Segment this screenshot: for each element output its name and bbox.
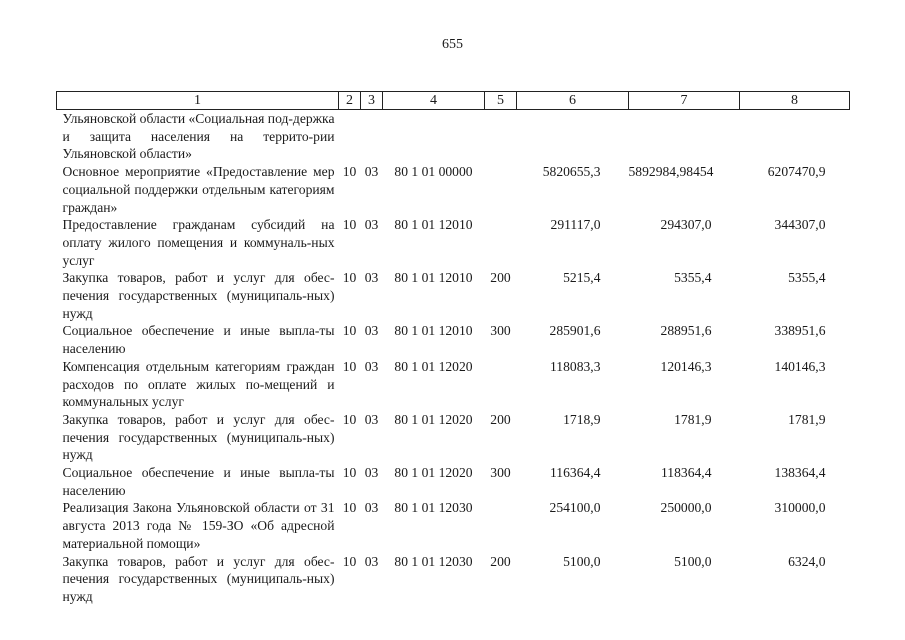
table-row xyxy=(57,358,850,411)
table-row xyxy=(57,499,850,552)
amount-col6: 116364,4 xyxy=(550,465,601,481)
page-number: 655 xyxy=(442,37,463,52)
amount-col6: 291117,0 xyxy=(550,217,601,233)
expense-type-code xyxy=(485,358,517,411)
amount-col8: 310000,0 xyxy=(774,500,826,516)
target-article-code: 80 1 01 12020 xyxy=(394,411,473,427)
expense-type-code xyxy=(485,110,517,164)
subsection-code: 03 xyxy=(364,500,379,516)
amount-col8: 344307,0 xyxy=(774,217,826,233)
target-article-code: 80 1 01 12020 xyxy=(394,358,473,374)
target-article-code: 80 1 01 12010 xyxy=(394,217,473,233)
subsection-code: 03 xyxy=(364,164,379,180)
row-name: Закупка товаров, работ и услуг для обес-печения государственных (муниципаль-ных) нужд xyxy=(62,270,335,321)
table-row xyxy=(57,464,850,499)
amount-col8: 6207470,9 xyxy=(767,164,826,180)
section-code: 10 xyxy=(342,164,357,180)
amount-col8: 6324,0 xyxy=(788,553,826,569)
section-code xyxy=(339,110,361,164)
row-name: Социальное обеспечение и иные выпла-ты населению xyxy=(62,465,335,498)
column-header: 1 xyxy=(57,92,339,110)
amount-col8: 138364,4 xyxy=(774,465,826,481)
section-code: 10 xyxy=(342,323,357,339)
amount-col7: 5100,0 xyxy=(674,553,712,569)
expense-type-code: 300 xyxy=(490,465,511,481)
table-row xyxy=(57,216,850,269)
row-name: Закупка товаров, работ и услуг для обес-печения государственных (муниципаль-ных) нужд xyxy=(62,411,335,463)
subsection-code: 03 xyxy=(364,270,379,286)
row-name: Компенсация отдельным категориям граждан расходов по оплате жилых по-мещений и коммунальных услуг xyxy=(62,358,335,410)
amount-col8 xyxy=(740,110,850,164)
subsection-code: 03 xyxy=(364,465,379,481)
column-header: 3 xyxy=(361,92,383,110)
target-article-code: 80 1 01 00000 xyxy=(394,164,473,180)
section-code: 10 xyxy=(342,217,357,233)
row-name: Предоставление гражданам субсидий на оплату жилого помещения и коммуналь-ных услуг xyxy=(62,217,335,268)
amount-col8: 140146,3 xyxy=(774,358,826,374)
section-code: 10 xyxy=(342,553,357,569)
expense-type-code: 300 xyxy=(490,323,511,339)
column-header: 5 xyxy=(485,92,517,110)
section-code: 10 xyxy=(342,270,357,286)
table-row xyxy=(57,110,850,164)
amount-col7: 118364,4 xyxy=(661,465,712,481)
expense-type-code xyxy=(485,163,517,216)
amount-col6: 5100,0 xyxy=(563,553,601,569)
amount-col6: 5215,4 xyxy=(563,270,601,286)
subsection-code xyxy=(361,110,383,164)
row-name: Социальное обеспечение и иные выпла-ты населению xyxy=(62,323,335,357)
column-header: 4 xyxy=(383,92,485,110)
expense-type-code: 200 xyxy=(490,411,511,427)
amount-col7: 120146,3 xyxy=(660,358,712,374)
subsection-code: 03 xyxy=(364,358,379,374)
section-code: 10 xyxy=(342,358,357,374)
row-name: Основное мероприятие «Предоставление мер социальной поддержки отдельным категориям граждан» xyxy=(62,164,335,215)
target-article-code: 80 1 01 12020 xyxy=(394,465,473,481)
amount-col8: 5355,4 xyxy=(788,270,826,286)
target-article-code: 80 1 01 12030 xyxy=(394,553,473,569)
amount-col7: 250000,0 xyxy=(660,500,712,516)
column-header: 6 xyxy=(517,92,629,110)
section-code: 10 xyxy=(342,500,357,516)
amount-col6: 5820655,3 xyxy=(542,164,601,180)
subsection-code: 03 xyxy=(364,553,379,569)
column-header: 8 xyxy=(740,92,850,110)
row-name: Ульяновской области «Социальная под-держка и защита населения на террито-рии Ульяновской области» xyxy=(62,111,335,162)
column-header: 2 xyxy=(339,92,361,110)
table-row xyxy=(57,322,850,357)
amount-col6: 254100,0 xyxy=(549,500,601,516)
target-article-code: 80 1 01 12030 xyxy=(394,500,473,516)
amount-col6: 1718,9 xyxy=(563,411,601,427)
column-header: 7 xyxy=(629,92,740,110)
target-article-code: 80 1 01 12010 xyxy=(394,323,473,339)
amount-col7: 5355,4 xyxy=(674,270,712,286)
expense-type-code: 200 xyxy=(490,270,511,286)
amount-col6 xyxy=(517,110,629,164)
amount-col7: 1781,9 xyxy=(674,411,712,427)
subsection-code: 03 xyxy=(364,217,379,233)
amount-col6: 285901,6 xyxy=(549,323,601,339)
amount-col8: 338951,6 xyxy=(774,323,826,339)
subsection-code: 03 xyxy=(364,411,379,427)
section-code: 10 xyxy=(342,411,357,427)
amount-col7: 288951,6 xyxy=(660,323,712,339)
amount-col7: 294307,0 xyxy=(660,217,712,233)
table-header-row xyxy=(57,92,850,110)
amount-col8: 1781,9 xyxy=(788,411,826,427)
row-name: Реализация Закона Ульяновской области от 31 августа 2013 года № 159-ЗО «Об адресной материальной помощи» xyxy=(62,500,335,551)
expense-type-code: 200 xyxy=(490,553,511,569)
row-name: Закупка товаров, работ и услуг для обес-печения государственных (муниципаль-ных) нужд xyxy=(62,553,335,604)
table-row xyxy=(57,269,850,322)
section-code: 10 xyxy=(342,465,357,481)
amount-col7: 5892984,98454 xyxy=(628,164,714,180)
table-row xyxy=(57,553,850,606)
expense-type-code xyxy=(485,499,517,552)
target-article-code xyxy=(383,110,485,164)
budget-table xyxy=(56,91,850,606)
expense-type-code xyxy=(485,216,517,269)
table-row xyxy=(57,411,850,464)
subsection-code: 03 xyxy=(364,323,379,339)
table-row xyxy=(57,163,850,216)
amount-col7 xyxy=(629,110,740,164)
amount-col6: 118083,3 xyxy=(550,358,601,374)
target-article-code: 80 1 01 12010 xyxy=(394,270,473,286)
